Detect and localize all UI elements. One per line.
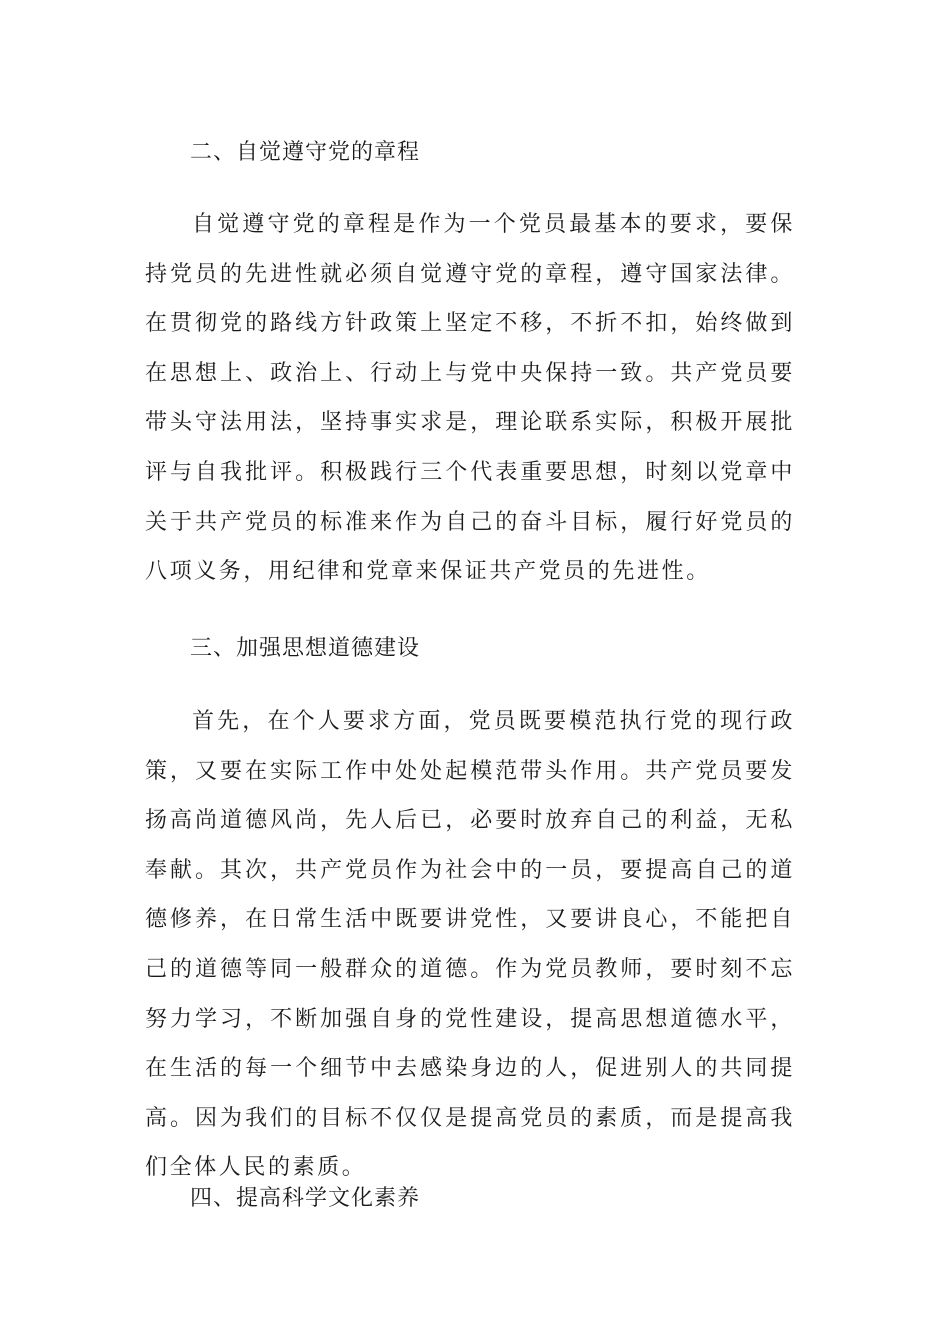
section-heading-4: 四、提高科学文化素养 (190, 1186, 421, 1211)
section-paragraph-3: 首先，在个人要求方面，党员既要模范执行党的现行政策，又要在实际工作中处处起模范带头作用。共产党员要发扬高尚道德风尚，先人后已，必要时放弃自己的利益，无私奉献。其次，共产党员作为社会中的一员，要提高自己的道德修养，在日常生活中既要讲党性，又要讲良心，不能把自己的道德等同一般群众的道德。作为党员教师，要时刻不忘努力学习，不断加强自身的党性建设，提高思想道德水平，在生活的每一个细节中去感染身边的人，促进别人的共同提高。因为我们的目标不仅仅是提高党员的素质，而是提高我们全体人民的素质。 (145, 709, 795, 1181)
section-paragraph-2: 自觉遵守党的章程是作为一个党员最基本的要求，要保持党员的先进性就必须自觉遵守党的章程，遵守国家法律。在贯彻党的路线方针政策上坚定不移，不折不扣，始终做到在思想上、政治上、行动上与党中央保持一致。共产党员要带头守法用法，坚持事实求是，理论联系实际，积极开展批评与自我批评。积极践行三个代表重要思想，时刻以党章中关于共产党员的标准来作为自己的奋斗目标，履行好党员的八项义务，用纪律和党章来保证共产党员的先进性。 (145, 212, 795, 585)
section-heading-2: 二、自觉遵守党的章程 (190, 140, 421, 165)
section-heading-3: 三、加强思想道德建设 (190, 636, 421, 661)
